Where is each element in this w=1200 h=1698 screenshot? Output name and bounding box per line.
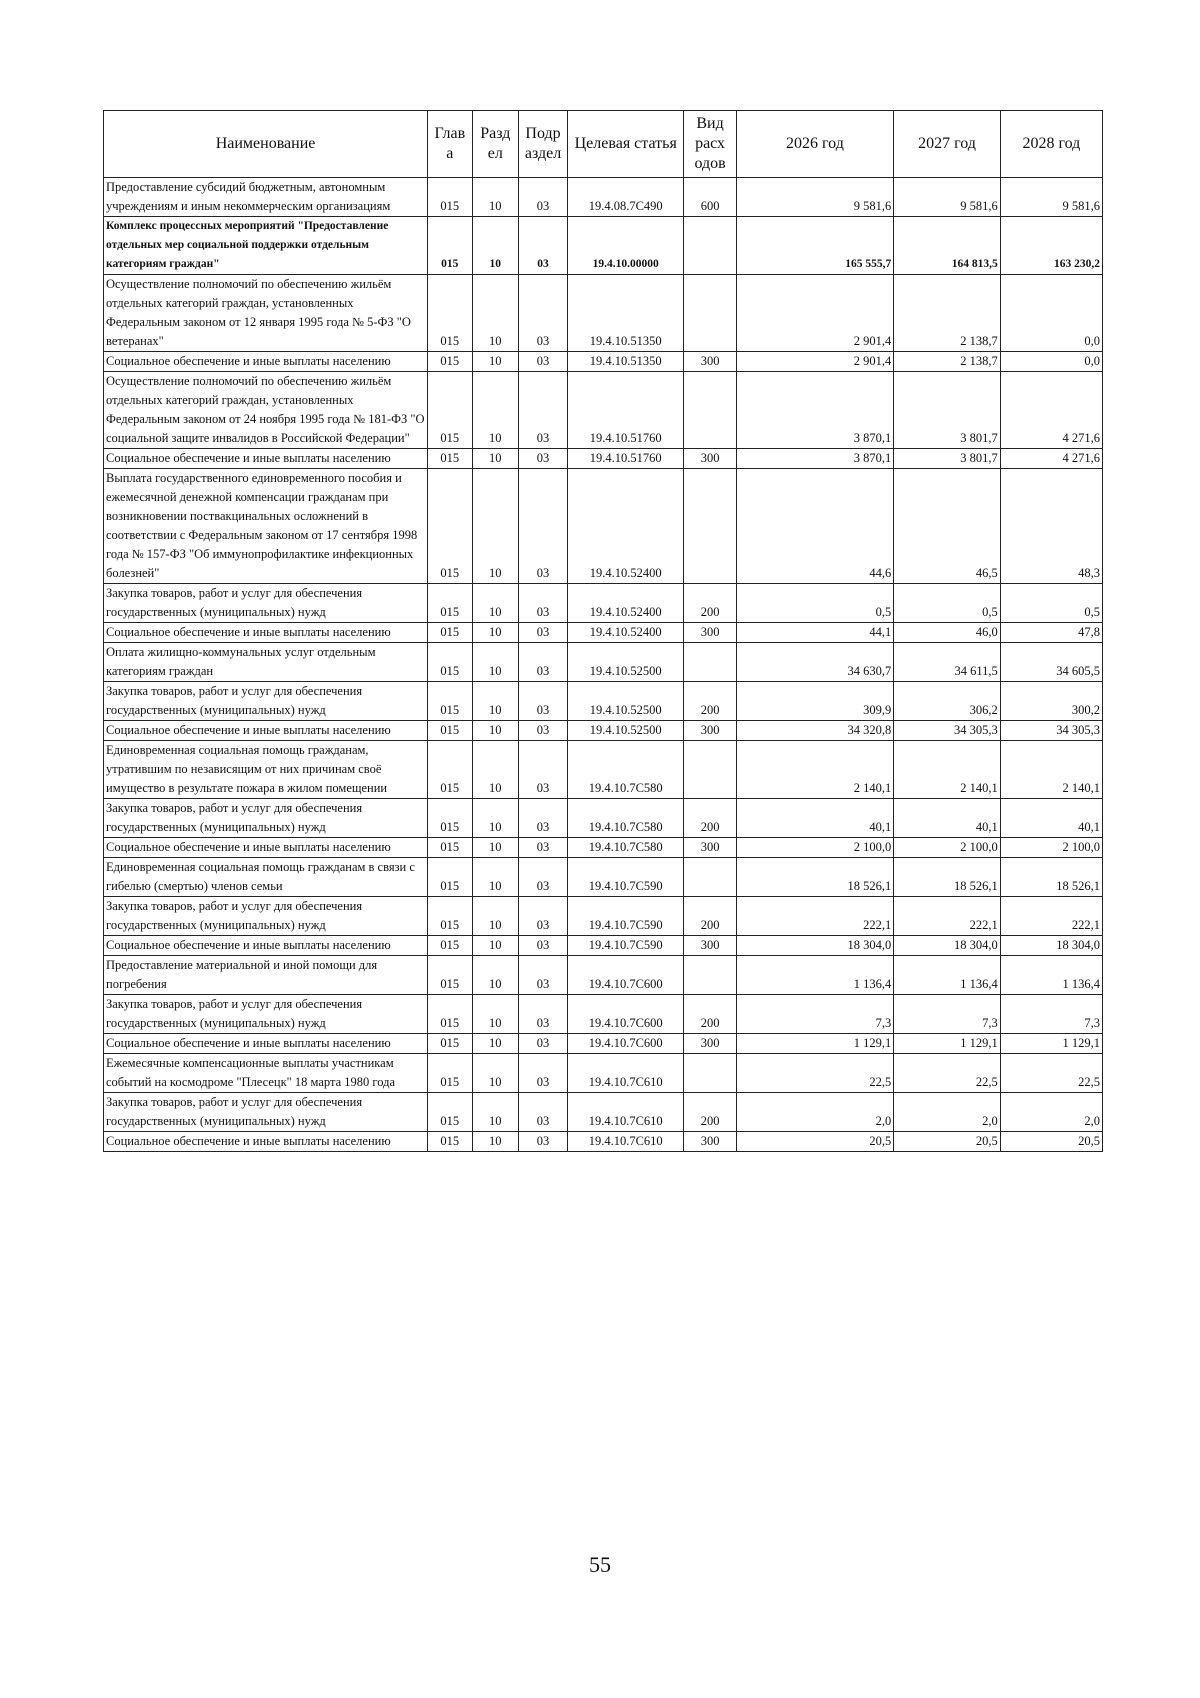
cell-podrazdel: 03 xyxy=(519,956,568,995)
cell-glava: 015 xyxy=(428,838,472,858)
cell-target: 19.4.10.52400 xyxy=(567,623,684,643)
table-row xyxy=(104,995,1103,1034)
cell-2027: 20,5 xyxy=(894,1132,1001,1152)
cell-podrazdel: 03 xyxy=(519,721,568,741)
cell-2026: 3 870,1 xyxy=(736,372,894,449)
table-row xyxy=(104,1132,1103,1152)
cell-2026: 2 901,4 xyxy=(736,275,894,352)
cell-razdel: 10 xyxy=(472,469,519,584)
cell-name: Единовременная социальная помощь гражданам в связи с гибелью (смертью) членов семьи xyxy=(104,858,428,897)
cell-glava: 015 xyxy=(428,1132,472,1152)
cell-2028: 7,3 xyxy=(1000,995,1102,1034)
cell-vid: 300 xyxy=(684,721,736,741)
cell-2027: 2 100,0 xyxy=(894,838,1001,858)
table-row xyxy=(104,1093,1103,1132)
cell-2028: 300,2 xyxy=(1000,682,1102,721)
cell-2028: 4 271,6 xyxy=(1000,449,1102,469)
cell-razdel: 10 xyxy=(472,217,519,275)
cell-glava: 015 xyxy=(428,178,472,217)
table-row xyxy=(104,372,1103,449)
cell-name: Оплата жилищно-коммунальных услуг отдельным категориям граждан xyxy=(104,643,428,682)
cell-vid xyxy=(684,858,736,897)
cell-razdel: 10 xyxy=(472,584,519,623)
cell-2028: 9 581,6 xyxy=(1000,178,1102,217)
cell-target: 19.4.10.51350 xyxy=(567,275,684,352)
cell-vid: 200 xyxy=(684,1093,736,1132)
cell-name: Предоставление субсидий бюджетным, автономным учреждениям и иным некоммерческим организациям xyxy=(104,178,428,217)
cell-razdel: 10 xyxy=(472,1034,519,1054)
cell-vid xyxy=(684,469,736,584)
cell-name: Закупка товаров, работ и услуг для обеспечения государственных (муниципальных) нужд xyxy=(104,799,428,838)
cell-vid: 200 xyxy=(684,995,736,1034)
cell-name: Социальное обеспечение и иные выплаты населению xyxy=(104,721,428,741)
cell-podrazdel: 03 xyxy=(519,352,568,372)
cell-name: Ежемесячные компенсационные выплаты участникам событий на космодроме "Плесецк" 18 марта 1980 года xyxy=(104,1054,428,1093)
cell-2026: 40,1 xyxy=(736,799,894,838)
cell-2027: 306,2 xyxy=(894,682,1001,721)
cell-2026: 9 581,6 xyxy=(736,178,894,217)
cell-glava: 015 xyxy=(428,275,472,352)
header-vid: Вид расх одов xyxy=(684,111,736,178)
cell-2026: 222,1 xyxy=(736,897,894,936)
cell-podrazdel: 03 xyxy=(519,275,568,352)
cell-podrazdel: 03 xyxy=(519,643,568,682)
cell-target: 19.4.10.7С590 xyxy=(567,897,684,936)
cell-podrazdel: 03 xyxy=(519,799,568,838)
cell-name: Осуществление полномочий по обеспечению жильём отдельных категорий граждан, установленных Федеральным законом от 12 января 1995 года № 5-ФЗ "О ветеранах" xyxy=(104,275,428,352)
cell-2027: 34 305,3 xyxy=(894,721,1001,741)
cell-name: Закупка товаров, работ и услуг для обеспечения государственных (муниципальных) нужд xyxy=(104,682,428,721)
cell-glava: 015 xyxy=(428,682,472,721)
cell-glava: 015 xyxy=(428,623,472,643)
table-row xyxy=(104,1034,1103,1054)
cell-target: 19.4.10.7С600 xyxy=(567,1034,684,1054)
cell-2028: 47,8 xyxy=(1000,623,1102,643)
cell-podrazdel: 03 xyxy=(519,217,568,275)
cell-target: 19.4.10.7С610 xyxy=(567,1132,684,1152)
cell-2027: 40,1 xyxy=(894,799,1001,838)
cell-2027: 2 140,1 xyxy=(894,741,1001,799)
cell-razdel: 10 xyxy=(472,623,519,643)
cell-2026: 309,9 xyxy=(736,682,894,721)
cell-target: 19.4.10.7С580 xyxy=(567,838,684,858)
cell-razdel: 10 xyxy=(472,936,519,956)
cell-name: Социальное обеспечение и иные выплаты населению xyxy=(104,623,428,643)
cell-podrazdel: 03 xyxy=(519,838,568,858)
cell-target: 19.4.10.7С610 xyxy=(567,1054,684,1093)
cell-2027: 34 611,5 xyxy=(894,643,1001,682)
cell-razdel: 10 xyxy=(472,799,519,838)
cell-name: Закупка товаров, работ и услуг для обеспечения государственных (муниципальных) нужд xyxy=(104,584,428,623)
cell-2028: 20,5 xyxy=(1000,1132,1102,1152)
cell-glava: 015 xyxy=(428,584,472,623)
cell-2028: 0,0 xyxy=(1000,352,1102,372)
cell-name: Закупка товаров, работ и услуг для обеспечения государственных (муниципальных) нужд xyxy=(104,1093,428,1132)
cell-2028: 163 230,2 xyxy=(1000,217,1102,275)
cell-target: 19.4.10.51760 xyxy=(567,372,684,449)
cell-razdel: 10 xyxy=(472,372,519,449)
cell-2027: 7,3 xyxy=(894,995,1001,1034)
cell-target: 19.4.10.52500 xyxy=(567,643,684,682)
header-2027: 2027 год xyxy=(894,111,1001,178)
cell-name: Выплата государственного единовременного пособия и ежемесячной денежной компенсации гражданам при возникновении поствакцинальных осложнений в соответствии с Федеральным законом от 17 сентября 1998 года № 157-ФЗ "Об иммунопрофилактике инфекционных болезней" xyxy=(104,469,428,584)
table-row xyxy=(104,217,1103,275)
cell-glava: 015 xyxy=(428,217,472,275)
table-row xyxy=(104,584,1103,623)
cell-vid xyxy=(684,1054,736,1093)
cell-2026: 44,6 xyxy=(736,469,894,584)
header-2028: 2028 год xyxy=(1000,111,1102,178)
cell-vid: 200 xyxy=(684,584,736,623)
cell-target: 19.4.10.7С580 xyxy=(567,799,684,838)
cell-razdel: 10 xyxy=(472,741,519,799)
cell-vid: 300 xyxy=(684,449,736,469)
cell-podrazdel: 03 xyxy=(519,995,568,1034)
cell-2026: 3 870,1 xyxy=(736,449,894,469)
cell-razdel: 10 xyxy=(472,449,519,469)
cell-vid: 300 xyxy=(684,623,736,643)
cell-podrazdel: 03 xyxy=(519,584,568,623)
cell-vid xyxy=(684,643,736,682)
cell-target: 19.4.10.7С600 xyxy=(567,956,684,995)
cell-2027: 18 304,0 xyxy=(894,936,1001,956)
cell-2027: 1 129,1 xyxy=(894,1034,1001,1054)
cell-2026: 44,1 xyxy=(736,623,894,643)
cell-vid: 200 xyxy=(684,682,736,721)
cell-2028: 1 129,1 xyxy=(1000,1034,1102,1054)
cell-target: 19.4.08.7С490 xyxy=(567,178,684,217)
table-row xyxy=(104,721,1103,741)
header-name: Наименование xyxy=(104,111,428,178)
cell-target: 19.4.10.52400 xyxy=(567,469,684,584)
cell-2026: 2 140,1 xyxy=(736,741,894,799)
cell-vid xyxy=(684,956,736,995)
table-row xyxy=(104,623,1103,643)
header-2026: 2026 год xyxy=(736,111,894,178)
cell-podrazdel: 03 xyxy=(519,936,568,956)
cell-2026: 18 526,1 xyxy=(736,858,894,897)
cell-razdel: 10 xyxy=(472,838,519,858)
table-body xyxy=(104,178,1103,1152)
table-row xyxy=(104,936,1103,956)
cell-podrazdel: 03 xyxy=(519,449,568,469)
cell-name: Осуществление полномочий по обеспечению жильём отдельных категорий граждан, установленных Федеральным законом от 24 ноября 1995 года № 181-ФЗ "О социальной защите инвалидов в Российской Федерации" xyxy=(104,372,428,449)
header-glava: Глав а xyxy=(428,111,472,178)
cell-glava: 015 xyxy=(428,1093,472,1132)
cell-2028: 0,0 xyxy=(1000,275,1102,352)
cell-vid: 200 xyxy=(684,799,736,838)
cell-glava: 015 xyxy=(428,1034,472,1054)
cell-glava: 015 xyxy=(428,449,472,469)
table-row xyxy=(104,178,1103,217)
table-row xyxy=(104,741,1103,799)
cell-target: 19.4.10.52500 xyxy=(567,721,684,741)
cell-2027: 0,5 xyxy=(894,584,1001,623)
table-header-row xyxy=(104,111,1103,178)
cell-glava: 015 xyxy=(428,721,472,741)
cell-podrazdel: 03 xyxy=(519,469,568,584)
cell-razdel: 10 xyxy=(472,352,519,372)
cell-2027: 9 581,6 xyxy=(894,178,1001,217)
cell-2028: 22,5 xyxy=(1000,1054,1102,1093)
cell-glava: 015 xyxy=(428,372,472,449)
cell-razdel: 10 xyxy=(472,682,519,721)
cell-2028: 222,1 xyxy=(1000,897,1102,936)
cell-2026: 34 320,8 xyxy=(736,721,894,741)
cell-podrazdel: 03 xyxy=(519,1093,568,1132)
cell-podrazdel: 03 xyxy=(519,741,568,799)
cell-razdel: 10 xyxy=(472,721,519,741)
cell-2027: 46,5 xyxy=(894,469,1001,584)
cell-vid: 300 xyxy=(684,1034,736,1054)
cell-glava: 015 xyxy=(428,1054,472,1093)
cell-2026: 7,3 xyxy=(736,995,894,1034)
cell-2028: 40,1 xyxy=(1000,799,1102,838)
cell-name: Закупка товаров, работ и услуг для обеспечения государственных (муниципальных) нужд xyxy=(104,995,428,1034)
cell-target: 19.4.10.7С590 xyxy=(567,858,684,897)
cell-vid: 300 xyxy=(684,1132,736,1152)
cell-glava: 015 xyxy=(428,858,472,897)
cell-glava: 015 xyxy=(428,643,472,682)
cell-glava: 015 xyxy=(428,995,472,1034)
cell-2026: 18 304,0 xyxy=(736,936,894,956)
cell-2027: 164 813,5 xyxy=(894,217,1001,275)
table-row xyxy=(104,449,1103,469)
table-row xyxy=(104,1054,1103,1093)
cell-podrazdel: 03 xyxy=(519,682,568,721)
cell-2027: 1 136,4 xyxy=(894,956,1001,995)
cell-2027: 2 138,7 xyxy=(894,352,1001,372)
cell-2027: 3 801,7 xyxy=(894,449,1001,469)
cell-podrazdel: 03 xyxy=(519,897,568,936)
cell-glava: 015 xyxy=(428,469,472,584)
table-row xyxy=(104,858,1103,897)
cell-vid: 600 xyxy=(684,178,736,217)
cell-glava: 015 xyxy=(428,897,472,936)
cell-2026: 20,5 xyxy=(736,1132,894,1152)
cell-2026: 2,0 xyxy=(736,1093,894,1132)
cell-razdel: 10 xyxy=(472,956,519,995)
cell-name: Социальное обеспечение и иные выплаты населению xyxy=(104,352,428,372)
cell-name: Комплекс процессных мероприятий "Предоставление отдельных мер социальной поддержки отдельным категориям граждан" xyxy=(104,217,428,275)
cell-podrazdel: 03 xyxy=(519,178,568,217)
budget-table xyxy=(103,110,1103,1152)
cell-glava: 015 xyxy=(428,799,472,838)
cell-2027: 46,0 xyxy=(894,623,1001,643)
cell-2026: 34 630,7 xyxy=(736,643,894,682)
cell-2026: 2 100,0 xyxy=(736,838,894,858)
cell-podrazdel: 03 xyxy=(519,1054,568,1093)
cell-vid: 200 xyxy=(684,897,736,936)
cell-name: Предоставление материальной и иной помощи для погребения xyxy=(104,956,428,995)
cell-razdel: 10 xyxy=(472,1054,519,1093)
cell-vid: 300 xyxy=(684,838,736,858)
cell-2028: 2 140,1 xyxy=(1000,741,1102,799)
cell-2026: 1 136,4 xyxy=(736,956,894,995)
cell-podrazdel: 03 xyxy=(519,858,568,897)
cell-2028: 2,0 xyxy=(1000,1093,1102,1132)
cell-podrazdel: 03 xyxy=(519,1132,568,1152)
cell-target: 19.4.10.52500 xyxy=(567,682,684,721)
cell-2027: 2 138,7 xyxy=(894,275,1001,352)
cell-2028: 34 605,5 xyxy=(1000,643,1102,682)
cell-razdel: 10 xyxy=(472,1132,519,1152)
cell-2027: 22,5 xyxy=(894,1054,1001,1093)
cell-2027: 2,0 xyxy=(894,1093,1001,1132)
table-row xyxy=(104,643,1103,682)
header-target: Целевая статья xyxy=(567,111,684,178)
cell-glava: 015 xyxy=(428,956,472,995)
cell-name: Единовременная социальная помощь гражданам, утратившим по независящим от них причинам своё имущество в результате пожара в жилом помещении xyxy=(104,741,428,799)
cell-2028: 34 305,3 xyxy=(1000,721,1102,741)
header-podrazdel: Подр аздел xyxy=(519,111,568,178)
cell-target: 19.4.10.7С590 xyxy=(567,936,684,956)
cell-name: Социальное обеспечение и иные выплаты населению xyxy=(104,449,428,469)
table-row xyxy=(104,799,1103,838)
cell-glava: 015 xyxy=(428,352,472,372)
cell-podrazdel: 03 xyxy=(519,623,568,643)
cell-target: 19.4.10.7С580 xyxy=(567,741,684,799)
cell-glava: 015 xyxy=(428,936,472,956)
table-row xyxy=(104,682,1103,721)
cell-2027: 222,1 xyxy=(894,897,1001,936)
cell-2028: 4 271,6 xyxy=(1000,372,1102,449)
cell-2028: 48,3 xyxy=(1000,469,1102,584)
cell-vid xyxy=(684,741,736,799)
cell-razdel: 10 xyxy=(472,1093,519,1132)
cell-razdel: 10 xyxy=(472,858,519,897)
cell-name: Закупка товаров, работ и услуг для обеспечения государственных (муниципальных) нужд xyxy=(104,897,428,936)
cell-2026: 0,5 xyxy=(736,584,894,623)
cell-vid xyxy=(684,275,736,352)
cell-glava: 015 xyxy=(428,741,472,799)
cell-2028: 18 304,0 xyxy=(1000,936,1102,956)
table-row xyxy=(104,956,1103,995)
table-row xyxy=(104,352,1103,372)
cell-2026: 2 901,4 xyxy=(736,352,894,372)
cell-2026: 1 129,1 xyxy=(736,1034,894,1054)
cell-2028: 0,5 xyxy=(1000,584,1102,623)
table-row xyxy=(104,469,1103,584)
cell-target: 19.4.10.00000 xyxy=(567,217,684,275)
cell-vid xyxy=(684,217,736,275)
cell-2026: 22,5 xyxy=(736,1054,894,1093)
cell-razdel: 10 xyxy=(472,178,519,217)
cell-name: Социальное обеспечение и иные выплаты населению xyxy=(104,936,428,956)
page-number: 55 xyxy=(589,1552,611,1577)
cell-name: Социальное обеспечение и иные выплаты населению xyxy=(104,838,428,858)
cell-2026: 165 555,7 xyxy=(736,217,894,275)
cell-target: 19.4.10.51760 xyxy=(567,449,684,469)
cell-razdel: 10 xyxy=(472,897,519,936)
table-row xyxy=(104,275,1103,352)
cell-vid: 300 xyxy=(684,352,736,372)
cell-2028: 1 136,4 xyxy=(1000,956,1102,995)
cell-razdel: 10 xyxy=(472,995,519,1034)
budget-table-container xyxy=(103,110,1103,1152)
cell-razdel: 10 xyxy=(472,643,519,682)
cell-podrazdel: 03 xyxy=(519,1034,568,1054)
cell-vid xyxy=(684,372,736,449)
cell-target: 19.4.10.7С610 xyxy=(567,1093,684,1132)
cell-name: Социальное обеспечение и иные выплаты населению xyxy=(104,1034,428,1054)
cell-razdel: 10 xyxy=(472,275,519,352)
table-row xyxy=(104,838,1103,858)
cell-2028: 2 100,0 xyxy=(1000,838,1102,858)
header-razdel: Разд ел xyxy=(472,111,519,178)
cell-target: 19.4.10.52400 xyxy=(567,584,684,623)
cell-name: Социальное обеспечение и иные выплаты населению xyxy=(104,1132,428,1152)
cell-2027: 3 801,7 xyxy=(894,372,1001,449)
cell-2028: 18 526,1 xyxy=(1000,858,1102,897)
cell-vid: 300 xyxy=(684,936,736,956)
cell-2027: 18 526,1 xyxy=(894,858,1001,897)
table-row xyxy=(104,897,1103,936)
cell-target: 19.4.10.7С600 xyxy=(567,995,684,1034)
cell-podrazdel: 03 xyxy=(519,372,568,449)
cell-target: 19.4.10.51350 xyxy=(567,352,684,372)
